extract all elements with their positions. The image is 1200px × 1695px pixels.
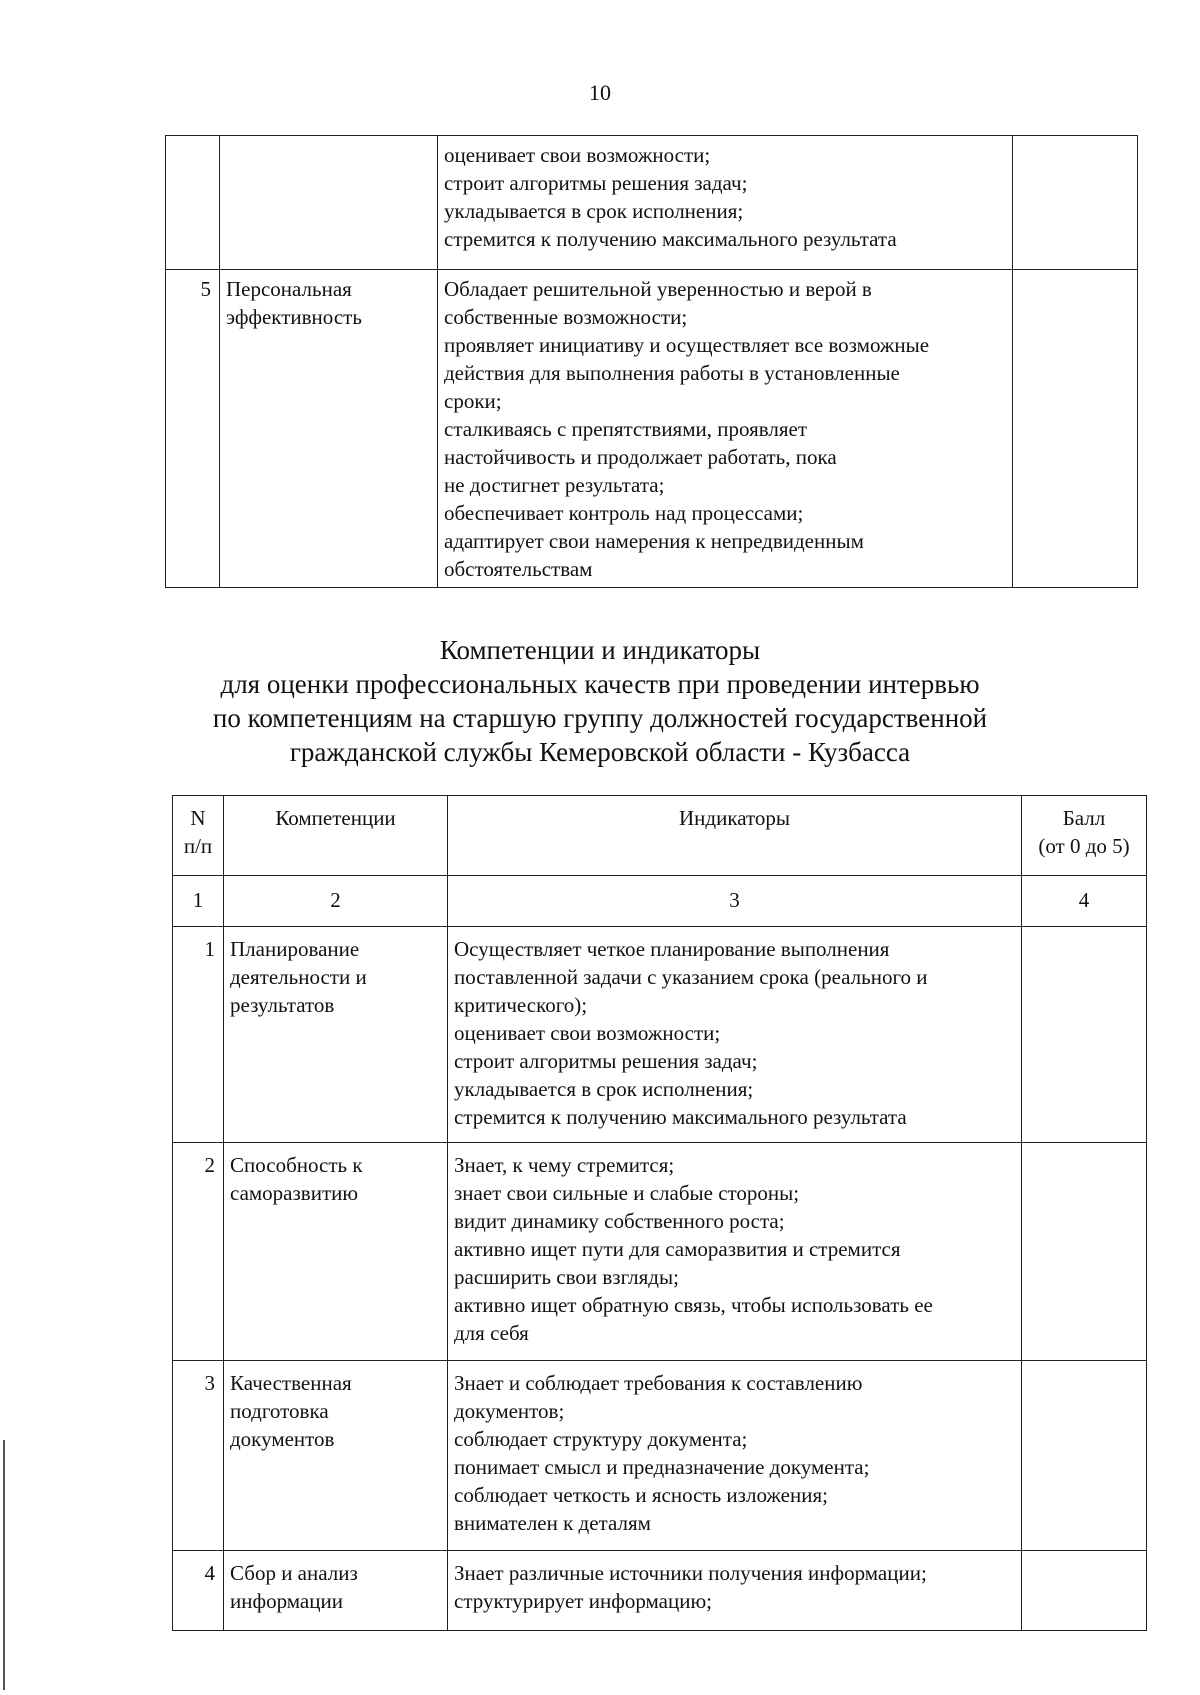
indicator-line: собственные возможности; bbox=[444, 305, 688, 329]
score-cell bbox=[1022, 1551, 1147, 1631]
competency-line: Способность к bbox=[230, 1153, 363, 1177]
header-num-line: п/п bbox=[183, 834, 213, 858]
indicator-line: обеспечивает контроль над процессами; bbox=[444, 501, 804, 525]
indicator-line: настойчивость и продолжает работать, пока bbox=[444, 445, 837, 469]
heading-line: по компетенциям на старшую группу должностей государственной bbox=[212, 703, 988, 733]
header-indicators: Индикаторы bbox=[448, 796, 1022, 876]
competency-cell bbox=[220, 270, 438, 588]
table-row bbox=[173, 927, 1147, 1143]
table-row bbox=[166, 136, 1138, 270]
indicator-line: для себя bbox=[454, 1321, 529, 1345]
competency-line: подготовка bbox=[230, 1399, 329, 1423]
indicators-cell bbox=[448, 1361, 1022, 1551]
competency-table-continued bbox=[165, 135, 1138, 588]
score-cell bbox=[1013, 270, 1138, 588]
indicator-line: обстоятельствам bbox=[444, 557, 593, 581]
competency-line: эффективность bbox=[226, 305, 362, 329]
competency-cell bbox=[224, 1143, 448, 1361]
competency-line: саморазвитию bbox=[230, 1181, 359, 1205]
indicator-line: структурирует информацию; bbox=[454, 1589, 712, 1613]
indicator-line: сталкиваясь с препятствиями, проявляет bbox=[444, 417, 808, 441]
indicator-line: стремится к получению максимального результата bbox=[444, 227, 897, 251]
indicator-line: критического); bbox=[454, 993, 588, 1017]
indicator-line: документов; bbox=[454, 1399, 565, 1423]
indicator-line: строит алгоритмы решения задач; bbox=[454, 1049, 758, 1073]
indicator-line: соблюдает четкость и ясность изложения; bbox=[454, 1483, 828, 1507]
indicator-line: внимателен к деталям bbox=[454, 1511, 651, 1535]
indicator-line: стремится к получению максимального результата bbox=[454, 1105, 907, 1129]
indicator-line: активно ищет обратную связь, чтобы использовать ее bbox=[454, 1293, 933, 1317]
score-cell bbox=[1022, 1143, 1147, 1361]
column-number-row bbox=[173, 876, 1147, 927]
header-score-line: Балл bbox=[1062, 806, 1106, 830]
indicator-line: Знает и соблюдает требования к составлению bbox=[454, 1371, 863, 1395]
indicator-line: не достигнет результата; bbox=[444, 473, 665, 497]
indicator-line: соблюдает структуру документа; bbox=[454, 1427, 748, 1451]
indicator-line: активно ищет пути для саморазвития и стремится bbox=[454, 1237, 901, 1261]
score-cell bbox=[1022, 927, 1147, 1143]
indicator-line: поставленной задачи с указанием срока (реального и bbox=[454, 965, 928, 989]
row-number: 4 bbox=[173, 1551, 224, 1631]
competency-cell bbox=[220, 136, 438, 270]
table-header-row bbox=[173, 796, 1147, 876]
competency-line: документов bbox=[230, 1427, 335, 1451]
indicator-line: укладывается в срок исполнения; bbox=[454, 1077, 754, 1101]
table-row bbox=[173, 1361, 1147, 1551]
column-number: 4 bbox=[1022, 876, 1147, 927]
column-number: 1 bbox=[173, 876, 224, 927]
scan-edge-line bbox=[3, 1440, 5, 1690]
row-number: 1 bbox=[173, 927, 224, 1143]
competency-cell bbox=[224, 927, 448, 1143]
competency-cell bbox=[224, 1361, 448, 1551]
indicators-cell bbox=[448, 1551, 1022, 1631]
competency-line: Персональная bbox=[226, 277, 352, 301]
heading-line: для оценки профессиональных качеств при проведении интервью bbox=[220, 669, 980, 699]
competency-line: Сбор и анализ bbox=[230, 1561, 358, 1585]
table-row bbox=[173, 1551, 1147, 1631]
score-cell bbox=[1013, 136, 1138, 270]
indicator-line: проявляет инициативу и осуществляет все возможные bbox=[444, 333, 930, 357]
indicators-cell bbox=[448, 927, 1022, 1143]
indicator-line: оценивает свои возможности; bbox=[444, 143, 711, 167]
header-num bbox=[173, 796, 224, 876]
section-heading bbox=[0, 633, 1200, 769]
column-number: 2 bbox=[224, 876, 448, 927]
competency-line: деятельности и bbox=[230, 965, 367, 989]
indicator-line: строит алгоритмы решения задач; bbox=[444, 171, 748, 195]
row-number: 5 bbox=[166, 270, 220, 588]
header-num-line: N bbox=[190, 806, 206, 830]
indicator-line: Обладает решительной уверенностью и верой в bbox=[444, 277, 872, 301]
competency-line: результатов bbox=[230, 993, 335, 1017]
indicators-cell bbox=[448, 1143, 1022, 1361]
indicator-line: действия для выполнения работы в установленные bbox=[444, 361, 900, 385]
indicator-line: адаптирует свои намерения к непредвиденным bbox=[444, 529, 864, 553]
header-score-line: (от 0 до 5) bbox=[1038, 834, 1130, 858]
heading-line: гражданской службы Кемеровской области - Кузбасса bbox=[289, 737, 911, 767]
indicators-cell bbox=[438, 270, 1013, 588]
table-row bbox=[166, 270, 1138, 588]
column-number: 3 bbox=[448, 876, 1022, 927]
indicator-line: сроки; bbox=[444, 389, 502, 413]
table-row bbox=[173, 1143, 1147, 1361]
indicator-line: Знает, к чему стремится; bbox=[454, 1153, 675, 1177]
indicator-line: видит динамику собственного роста; bbox=[454, 1209, 785, 1233]
header-competency: Компетенции bbox=[224, 796, 448, 876]
competency-line: Планирование bbox=[230, 937, 360, 961]
indicators-cell bbox=[438, 136, 1013, 270]
row-number: 2 bbox=[173, 1143, 224, 1361]
indicator-line: знает свои сильные и слабые стороны; bbox=[454, 1181, 800, 1205]
competency-line: Качественная bbox=[230, 1371, 352, 1395]
page-number: 10 bbox=[589, 80, 611, 105]
competency-cell bbox=[224, 1551, 448, 1631]
indicator-line: оценивает свои возможности; bbox=[454, 1021, 721, 1045]
competency-line: информации bbox=[230, 1589, 343, 1613]
score-cell bbox=[1022, 1361, 1147, 1551]
indicator-line: Осуществляет четкое планирование выполнения bbox=[454, 937, 890, 961]
indicator-line: расширить свои взгляды; bbox=[454, 1265, 679, 1289]
row-number bbox=[166, 136, 220, 270]
indicator-line: понимает смысл и предназначение документа; bbox=[454, 1455, 870, 1479]
competency-table bbox=[172, 795, 1147, 1631]
row-number: 3 bbox=[173, 1361, 224, 1551]
header-score bbox=[1022, 796, 1147, 876]
heading-line: Компетенции и индикаторы bbox=[439, 635, 761, 665]
indicator-line: Знает различные источники получения информации; bbox=[454, 1561, 927, 1585]
indicator-line: укладывается в срок исполнения; bbox=[444, 199, 744, 223]
